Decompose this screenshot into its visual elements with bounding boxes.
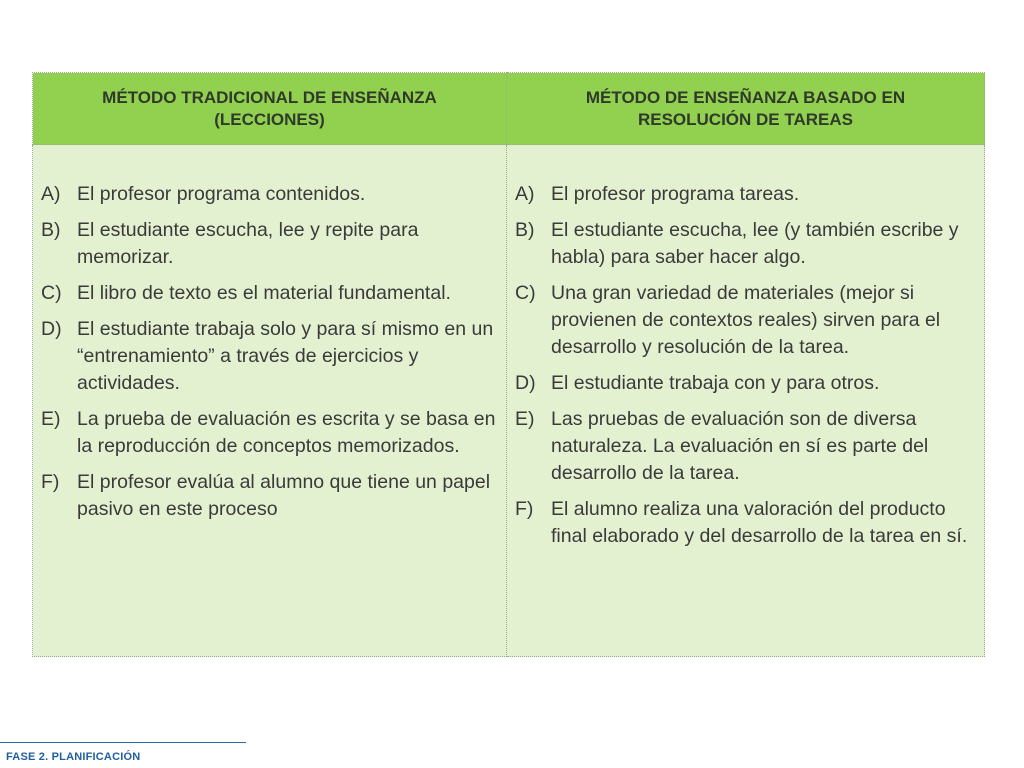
item-marker: C) <box>41 282 62 304</box>
list-item <box>515 370 978 397</box>
list-item <box>41 316 500 397</box>
list-item <box>515 217 978 271</box>
item-marker: A) <box>515 183 535 205</box>
item-marker: E) <box>41 408 61 430</box>
list-item <box>515 181 978 208</box>
item-marker: C) <box>515 282 536 304</box>
footer-divider <box>0 742 246 743</box>
item-text: El profesor evalúa al alumno que tiene un papel pasivo en este proceso <box>77 471 491 520</box>
item-text: El estudiante trabaja solo y para sí mismo en un “entrenamiento” a través de ejercicios y actividades. <box>77 318 494 394</box>
item-marker: E) <box>515 408 535 430</box>
table-body-row <box>33 145 985 657</box>
list-item <box>41 181 500 208</box>
left-item-list <box>33 145 506 523</box>
item-text: El libro de texto es el material fundamental. <box>77 282 451 304</box>
right-column-cell <box>507 145 985 657</box>
right-item-list <box>507 145 984 550</box>
item-text: El estudiante escucha, lee (y también escribe y habla) para saber hacer algo. <box>551 219 959 268</box>
list-item <box>41 280 500 307</box>
list-item <box>515 280 978 361</box>
item-marker: A) <box>41 183 61 205</box>
item-marker: B) <box>515 219 535 241</box>
item-marker: D) <box>41 318 62 340</box>
left-column-header: MÉTODO TRADICIONAL DE ENSEÑANZA (LECCIONES) <box>33 73 507 145</box>
item-text: Las pruebas de evaluación son de diversa naturaleza. La evaluación en sí es parte del desarrollo de la tarea. <box>551 408 929 484</box>
item-marker: F) <box>41 471 60 493</box>
footer-section-label: FASE 2. PLANIFICACIÓN <box>6 751 141 763</box>
item-marker: B) <box>41 219 61 241</box>
item-marker: F) <box>515 498 534 520</box>
list-item <box>41 217 500 271</box>
item-text: El estudiante escucha, lee y repite para memorizar. <box>77 219 419 268</box>
item-text: El profesor programa tareas. <box>551 183 800 205</box>
comparison-table <box>32 72 985 657</box>
list-item <box>515 406 978 487</box>
left-column-cell <box>33 145 507 657</box>
list-item <box>515 496 978 550</box>
right-column-header: MÉTODO DE ENSEÑANZA BASADO EN RESOLUCIÓN DE TAREAS <box>507 73 985 145</box>
item-text: El alumno realiza una valoración del producto final elaborado y del desarrollo de la tarea en sí. <box>551 498 968 547</box>
item-text: El estudiante trabaja con y para otros. <box>551 372 880 394</box>
list-item <box>41 469 500 523</box>
list-item <box>41 406 500 460</box>
item-marker: D) <box>515 372 536 394</box>
item-text: Una gran variedad de materiales (mejor si provienen de contextos reales) sirven para el desarrollo y resolución de la tarea. <box>551 282 941 358</box>
item-text: El profesor programa contenidos. <box>77 183 366 205</box>
table-header-row <box>33 73 985 145</box>
item-text: La prueba de evaluación es escrita y se basa en la reproducción de conceptos memorizados. <box>77 408 496 457</box>
